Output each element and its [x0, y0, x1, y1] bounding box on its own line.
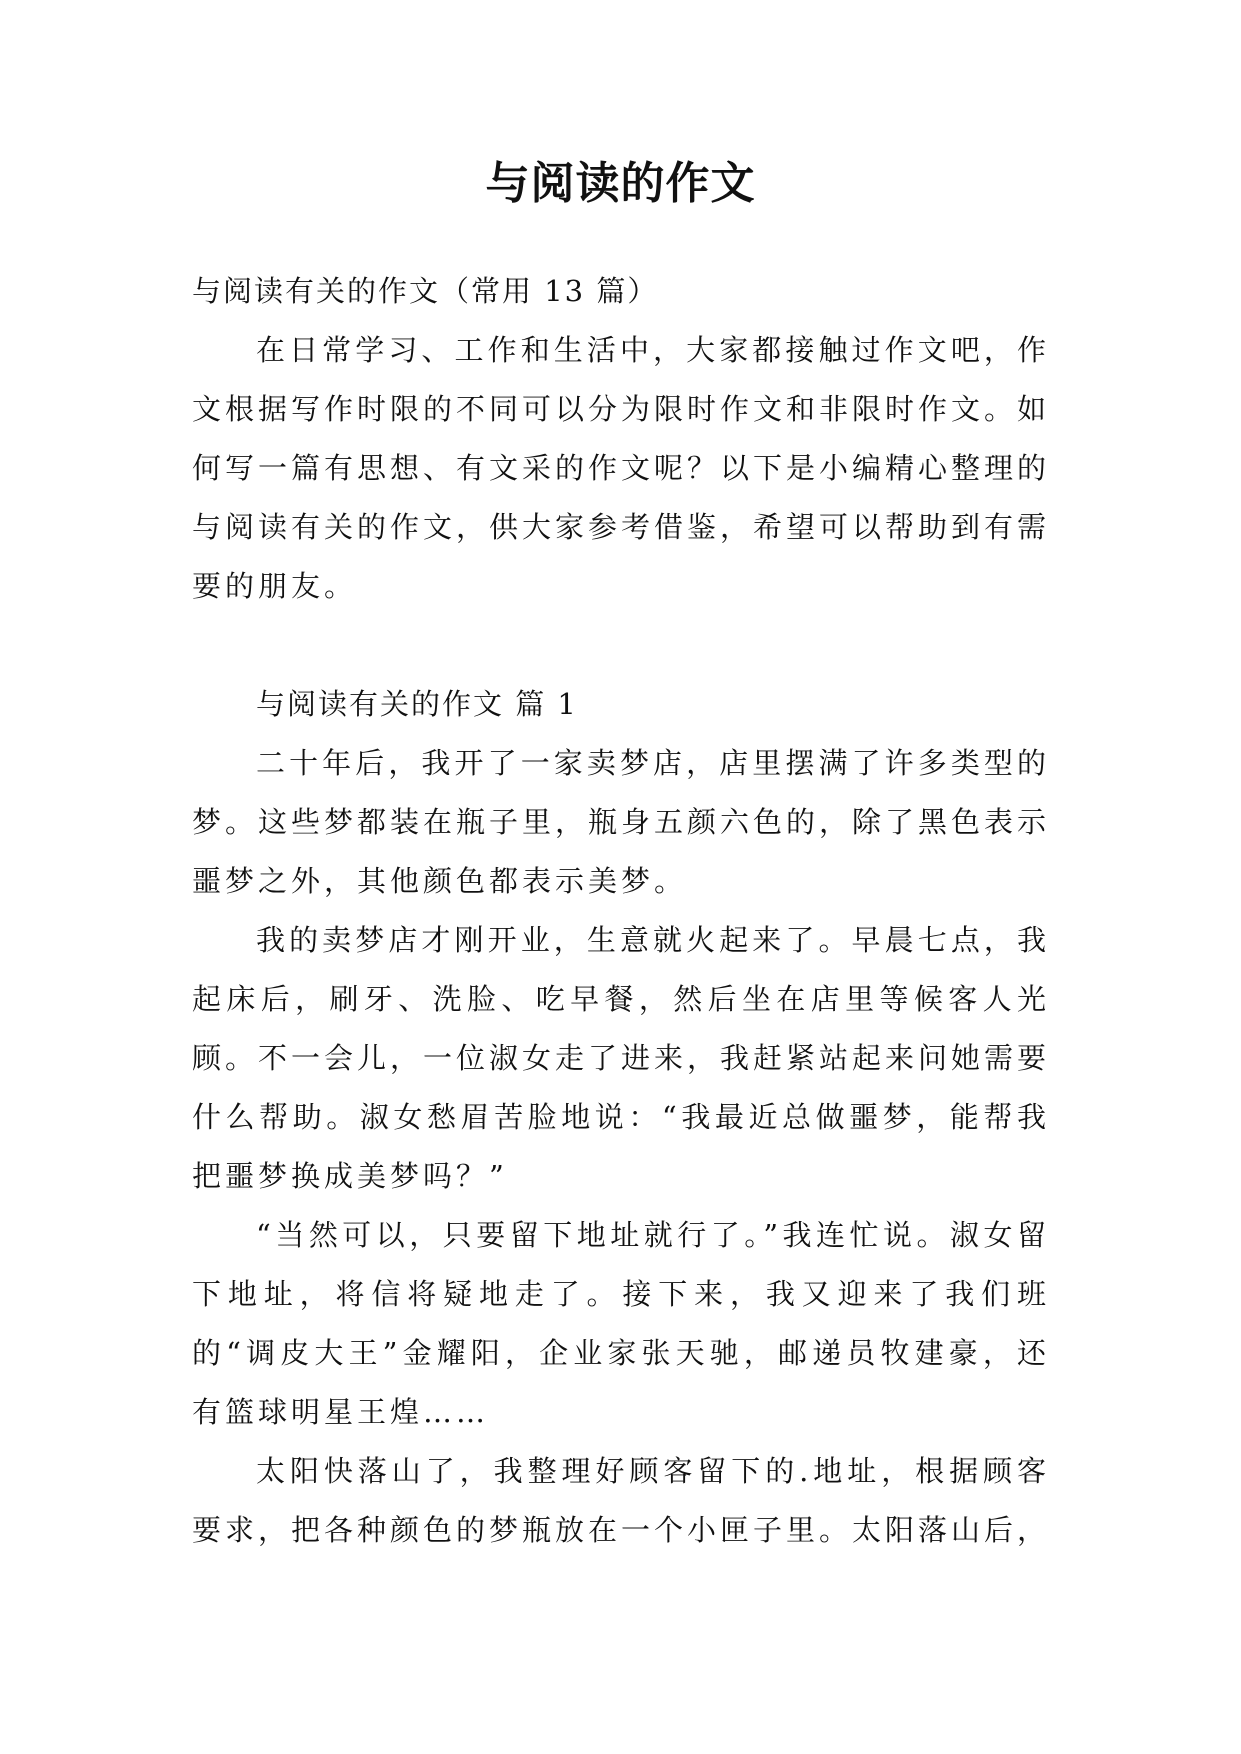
body-paragraph: “当然可以，只要留下地址就行了。”我连忙说。淑女留下地址，将信将疑地走了。接下来，我又迎来了我们班的“调皮大王”金耀阳，企业家张天驰，邮递员牧建豪，还有篮球明星王煌…… — [192, 1218, 1050, 1429]
document-subtitle: 与阅读有关的作文（常用 13 篇） — [192, 274, 659, 308]
body-paragraph: 二十年后，我开了一家卖梦店，店里摆满了许多类型的梦。这些梦都装在瓶子里，瓶身五颜六色的，除了黑色表示噩梦之外，其他颜色都表示美梦。 — [192, 746, 1051, 898]
section-spacer — [192, 616, 1050, 675]
document-title: 与阅读的作文 — [485, 158, 756, 209]
intro-paragraph: 在日常学习、工作和生活中，大家都接触过作文吧，作文根据写作时限的不同可以分为限时作文和非限时作文。如何写一篇有思想、有文采的作文呢？以下是小编精心整理的与阅读有关的作文，供大家参考借鉴，希望可以帮助到有需要的朋友。 — [192, 333, 1051, 603]
body-paragraph: 太阳快落山了，我整理好顾客留下的.地址，根据顾客要求，把各种颜色的梦瓶放在一个小匣子里。太阳落山后， — [192, 1454, 1051, 1547]
body-paragraph: 我的卖梦店才刚开业，生意就火起来了。早晨七点，我起床后，刷牙、洗脸、吃早餐，然后坐在店里等候客人光顾。不一会儿，一位淑女走了进来，我赶紧站起来问她需要什么帮助。淑女愁眉苦脸地说：“我最近总做噩梦，能帮我把噩梦换成美梦吗？” — [192, 923, 1051, 1193]
document-body — [192, 262, 1050, 1560]
section-heading: 与阅读有关的作文 篇 1 — [256, 687, 578, 721]
